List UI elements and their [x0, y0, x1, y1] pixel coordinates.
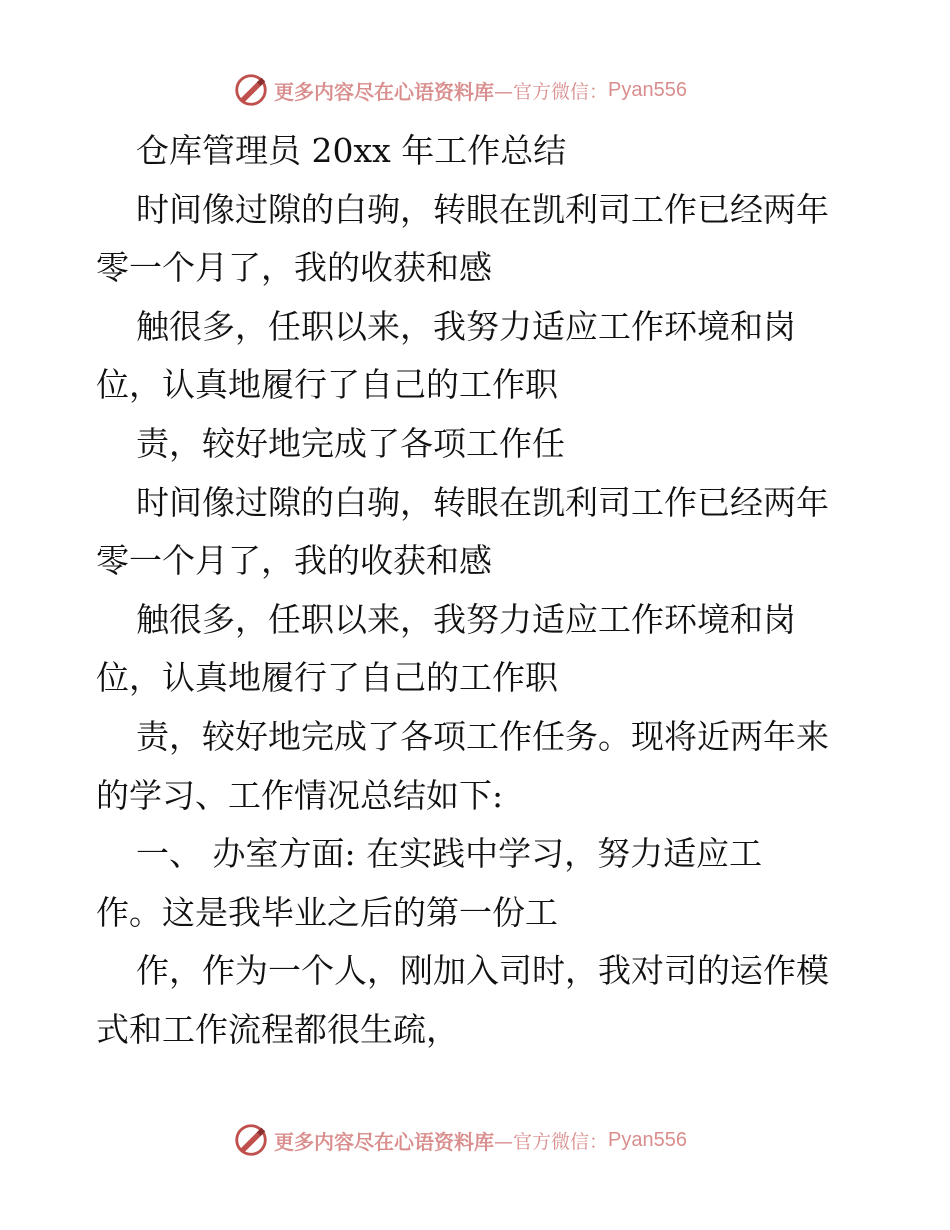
header-banner-wechat-id: Pyan556	[608, 78, 687, 101]
pen-circle-logo-icon	[232, 1121, 270, 1159]
header-banner-title: 更多内容尽在心语资料库	[274, 79, 494, 104]
header-banner-wechat-label: —官方微信：	[494, 80, 609, 103]
body-line: 位，认真地履行了自己的工作职	[96, 365, 558, 405]
body-line: 的学习、工作情况总结如下:	[96, 775, 504, 815]
body-line: 零一个月了，我的收获和感	[96, 248, 492, 288]
document-body	[96, 122, 886, 1060]
section-heading-line: 一、 办室方面: 在实践中学习，努力适应工	[136, 834, 763, 874]
footer-banner-wechat-id: Pyan556	[608, 1128, 687, 1151]
body-line: 责，较好地完成了各项工作任	[136, 423, 565, 463]
pen-circle-logo-icon	[232, 71, 270, 109]
body-line: 触很多，任职以来，我努力适应工作环境和岗	[136, 599, 796, 639]
footer-banner-wechat-label: —官方微信：	[494, 1130, 609, 1153]
body-line: 责，较好地完成了各项工作任务。现将近两年来	[136, 716, 829, 756]
body-line: 作，作为一个人，刚加入司时，我对司的运作模	[136, 951, 829, 991]
footer-banner-title: 更多内容尽在心语资料库	[274, 1129, 494, 1154]
body-line: 触很多，任职以来，我努力适应工作环境和岗	[136, 306, 796, 346]
document-title: 仓库管理员 20xx 年工作总结	[136, 131, 567, 170]
footer-banner	[232, 1120, 687, 1160]
header-banner	[232, 70, 687, 110]
body-line: 时间像过隙的白驹，转眼在凯利司工作已经两年	[136, 189, 829, 229]
body-line: 位，认真地履行了自己的工作职	[96, 658, 558, 698]
body-line: 零一个月了，我的收获和感	[96, 541, 492, 581]
body-line: 时间像过隙的白驹，转眼在凯利司工作已经两年	[136, 482, 829, 522]
body-line: 式和工作流程都很生疏，	[96, 1009, 459, 1049]
body-line: 作。这是我毕业之后的第一份工	[96, 892, 558, 932]
